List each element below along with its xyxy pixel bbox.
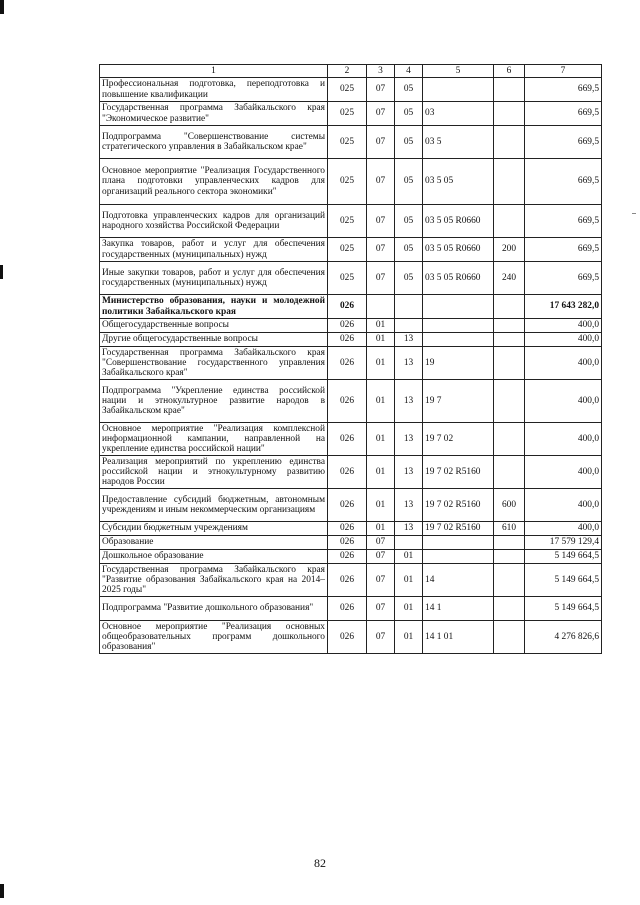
- amount: 669,5: [525, 159, 602, 205]
- table-row: [100, 102, 602, 126]
- section-code: 07: [367, 126, 395, 159]
- target-article-code: [423, 333, 494, 347]
- expense-type-code: [494, 319, 525, 333]
- section-code: 07: [367, 536, 395, 550]
- amount: 400,0: [525, 333, 602, 347]
- amount: 400,0: [525, 522, 602, 536]
- target-article-code: [423, 536, 494, 550]
- row-description: Дошкольное образование: [100, 550, 328, 564]
- expense-type-code: [494, 295, 525, 319]
- subsection-code: [395, 536, 423, 550]
- subsection-code: 05: [395, 78, 423, 102]
- subsection-code: 01: [395, 564, 423, 597]
- table-row: [100, 423, 602, 456]
- ministry-code: 026: [328, 295, 367, 319]
- section-code: 01: [367, 347, 395, 380]
- section-code: 01: [367, 489, 395, 522]
- column-header: 5: [423, 65, 494, 78]
- table-row: [100, 78, 602, 102]
- ministry-code: 026: [328, 621, 367, 654]
- row-description: Другие общегосударственные вопросы: [100, 333, 328, 347]
- amount: 669,5: [525, 238, 602, 262]
- scan-mark: [0, 265, 3, 279]
- budget-table: [99, 64, 602, 654]
- column-header: 3: [367, 65, 395, 78]
- subsection-code: 01: [395, 550, 423, 564]
- table-row: [100, 536, 602, 550]
- table-row: [100, 522, 602, 536]
- amount: 669,5: [525, 205, 602, 238]
- ministry-code: 025: [328, 102, 367, 126]
- target-article-code: 03: [423, 102, 494, 126]
- row-description: Основное мероприятие "Реализация основных общеобразовательных программ дошкольного образования": [100, 621, 328, 654]
- amount: 400,0: [525, 423, 602, 456]
- row-description: Реализация мероприятий по укреплению единства российской нации и этнокультурному развитию народов России: [100, 456, 328, 489]
- section-code: 01: [367, 319, 395, 333]
- amount: 669,5: [525, 126, 602, 159]
- table-row: [100, 489, 602, 522]
- row-description: Предоставление субсидий бюджетным, автономным учреждениям и иным некоммерческим организациям: [100, 489, 328, 522]
- expense-type-code: [494, 333, 525, 347]
- subsection-code: 05: [395, 159, 423, 205]
- row-description: Государственная программа Забайкальского края "Экономическое развитие": [100, 102, 328, 126]
- table-row: [100, 159, 602, 205]
- section-code: 01: [367, 423, 395, 456]
- amount: 400,0: [525, 489, 602, 522]
- table-row: [100, 295, 602, 319]
- ministry-code: 025: [328, 205, 367, 238]
- subsection-code: 13: [395, 423, 423, 456]
- target-article-code: 19 7 02: [423, 423, 494, 456]
- row-description: Иные закупки товаров, работ и услуг для обеспечения государственных (муниципальных) нужд: [100, 262, 328, 295]
- table-row: [100, 319, 602, 333]
- expense-type-code: [494, 159, 525, 205]
- amount: 669,5: [525, 102, 602, 126]
- column-header: 4: [395, 65, 423, 78]
- section-code: 07: [367, 238, 395, 262]
- ministry-code: 026: [328, 489, 367, 522]
- scan-mark: [632, 213, 636, 214]
- row-description: Подпрограмма "Развитие дошкольного образования": [100, 597, 328, 621]
- table-row: [100, 621, 602, 654]
- ministry-code: 025: [328, 126, 367, 159]
- expense-type-code: [494, 126, 525, 159]
- target-article-code: 19 7: [423, 380, 494, 423]
- section-code: 07: [367, 621, 395, 654]
- column-header: 1: [100, 65, 328, 78]
- amount: 4 276 826,6: [525, 621, 602, 654]
- section-code: 07: [367, 102, 395, 126]
- subsection-code: 05: [395, 238, 423, 262]
- target-article-code: [423, 550, 494, 564]
- expense-type-code: [494, 550, 525, 564]
- subsection-code: 13: [395, 522, 423, 536]
- row-description: Субсидии бюджетным учреждениям: [100, 522, 328, 536]
- section-code: 07: [367, 262, 395, 295]
- table-row: [100, 333, 602, 347]
- expense-type-code: [494, 456, 525, 489]
- page-number: 82: [314, 856, 326, 870]
- subsection-code: 13: [395, 456, 423, 489]
- target-article-code: 03 5 05 R0660: [423, 262, 494, 295]
- amount: 5 149 664,5: [525, 597, 602, 621]
- subsection-code: 01: [395, 597, 423, 621]
- target-article-code: 03 5 05: [423, 159, 494, 205]
- row-description: Министерство образования, науки и молодежной политики Забайкальского края: [100, 295, 328, 319]
- amount: 400,0: [525, 319, 602, 333]
- ministry-code: 026: [328, 333, 367, 347]
- amount: 669,5: [525, 78, 602, 102]
- target-article-code: [423, 295, 494, 319]
- expense-type-code: [494, 78, 525, 102]
- ministry-code: 025: [328, 159, 367, 205]
- ministry-code: 026: [328, 564, 367, 597]
- ministry-code: 025: [328, 238, 367, 262]
- ministry-code: 026: [328, 380, 367, 423]
- ministry-code: 026: [328, 423, 367, 456]
- target-article-code: 19 7 02 R5160: [423, 489, 494, 522]
- table-row: [100, 347, 602, 380]
- target-article-code: 19: [423, 347, 494, 380]
- section-code: 07: [367, 159, 395, 205]
- table-row: [100, 262, 602, 295]
- section-code: 01: [367, 456, 395, 489]
- amount: 17 643 282,0: [525, 295, 602, 319]
- section-code: 07: [367, 78, 395, 102]
- amount: 5 149 664,5: [525, 550, 602, 564]
- table-row: [100, 126, 602, 159]
- table-row: [100, 564, 602, 597]
- table-row: [100, 205, 602, 238]
- target-article-code: [423, 78, 494, 102]
- ministry-code: 026: [328, 597, 367, 621]
- expense-type-code: 600: [494, 489, 525, 522]
- amount: 17 579 129,4: [525, 536, 602, 550]
- subsection-code: 05: [395, 205, 423, 238]
- column-header: 7: [525, 65, 602, 78]
- ministry-code: 026: [328, 347, 367, 380]
- row-description: Общегосударственные вопросы: [100, 319, 328, 333]
- row-description: Государственная программа Забайкальского края "Совершенствование государственного управления Забайкальского края": [100, 347, 328, 380]
- section-code: 07: [367, 564, 395, 597]
- expense-type-code: [494, 205, 525, 238]
- ministry-code: 026: [328, 456, 367, 489]
- expense-type-code: [494, 102, 525, 126]
- subsection-code: [395, 319, 423, 333]
- expense-type-code: [494, 380, 525, 423]
- row-description: Подпрограмма "Совершенствование системы стратегического управления в Забайкальском крае": [100, 126, 328, 159]
- column-header: 6: [494, 65, 525, 78]
- expense-type-code: 200: [494, 238, 525, 262]
- expense-type-code: 610: [494, 522, 525, 536]
- expense-type-code: 240: [494, 262, 525, 295]
- row-description: Государственная программа Забайкальского края "Развитие образования Забайкальского края на 2014–2025 годы": [100, 564, 328, 597]
- table-row: [100, 456, 602, 489]
- target-article-code: [423, 319, 494, 333]
- amount: 400,0: [525, 347, 602, 380]
- subsection-code: 05: [395, 126, 423, 159]
- target-article-code: 14: [423, 564, 494, 597]
- row-description: Подготовка управленческих кадров для организаций народного хозяйства Российской Федерации: [100, 205, 328, 238]
- row-description: Подпрограмма "Укрепление единства российской нации и этнокультурное развитие народов в Забайкальском крае": [100, 380, 328, 423]
- target-article-code: 03 5 05 R0660: [423, 205, 494, 238]
- subsection-code: 13: [395, 380, 423, 423]
- subsection-code: 13: [395, 347, 423, 380]
- expense-type-code: [494, 597, 525, 621]
- section-code: 01: [367, 333, 395, 347]
- target-article-code: 14 1: [423, 597, 494, 621]
- expense-type-code: [494, 347, 525, 380]
- ministry-code: 025: [328, 78, 367, 102]
- ministry-code: 026: [328, 319, 367, 333]
- section-code: 07: [367, 205, 395, 238]
- row-description: Закупка товаров, работ и услуг для обеспечения государственных (муниципальных) нужд: [100, 238, 328, 262]
- table-row: [100, 380, 602, 423]
- target-article-code: 03 5 05 R0660: [423, 238, 494, 262]
- expense-type-code: [494, 423, 525, 456]
- section-code: 01: [367, 522, 395, 536]
- target-article-code: 14 1 01: [423, 621, 494, 654]
- target-article-code: 03 5: [423, 126, 494, 159]
- row-description: Профессиональная подготовка, переподготовка и повышение квалификации: [100, 78, 328, 102]
- section-code: [367, 295, 395, 319]
- expense-type-code: [494, 536, 525, 550]
- scan-mark: [0, 0, 4, 14]
- row-description: Основное мероприятие "Реализация Государственного плана подготовки управленческих кадров для организаций реального сектора экономики": [100, 159, 328, 205]
- scan-mark: [0, 884, 4, 898]
- target-article-code: 19 7 02 R5160: [423, 522, 494, 536]
- amount: 5 149 664,5: [525, 564, 602, 597]
- target-article-code: 19 7 02 R5160: [423, 456, 494, 489]
- table-row: [100, 238, 602, 262]
- subsection-code: [395, 295, 423, 319]
- table-row: [100, 597, 602, 621]
- subsection-code: 13: [395, 489, 423, 522]
- subsection-code: 13: [395, 333, 423, 347]
- table-row: [100, 550, 602, 564]
- subsection-code: 01: [395, 621, 423, 654]
- subsection-code: 05: [395, 102, 423, 126]
- table-header-row: [100, 65, 602, 78]
- expense-type-code: [494, 621, 525, 654]
- row-description: Основное мероприятие "Реализация комплексной информационной кампании, направленной на укрепление единства российской нации": [100, 423, 328, 456]
- ministry-code: 026: [328, 522, 367, 536]
- section-code: 07: [367, 550, 395, 564]
- amount: 400,0: [525, 456, 602, 489]
- subsection-code: 05: [395, 262, 423, 295]
- section-code: 07: [367, 597, 395, 621]
- amount: 669,5: [525, 262, 602, 295]
- column-header: 2: [328, 65, 367, 78]
- section-code: 01: [367, 380, 395, 423]
- expense-type-code: [494, 564, 525, 597]
- ministry-code: 025: [328, 262, 367, 295]
- amount: 400,0: [525, 380, 602, 423]
- ministry-code: 026: [328, 550, 367, 564]
- ministry-code: 026: [328, 536, 367, 550]
- row-description: Образование: [100, 536, 328, 550]
